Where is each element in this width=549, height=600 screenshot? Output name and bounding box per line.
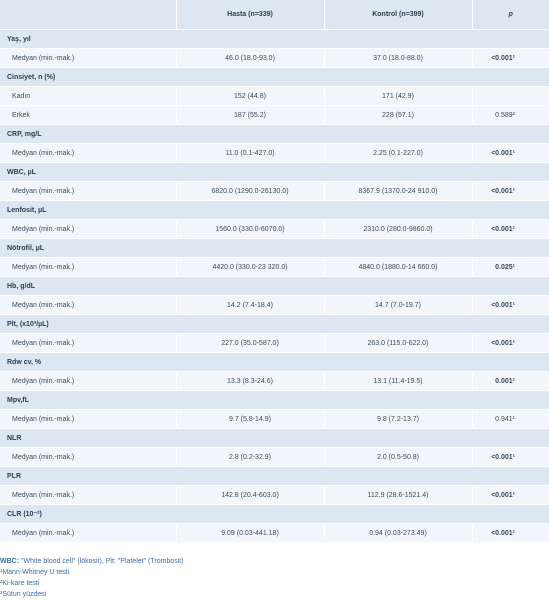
section-row [0,391,549,410]
header-p-value: p [472,0,549,30]
row-label: Medyan (min.-mak.) [0,372,176,391]
cell-p-value: <0.001¹ [472,182,549,201]
row-label: Medyan (min.-mak.) [0,448,176,467]
cell-p-value: <0.001¹ [472,144,549,163]
cell-kontrol: 2.0 (0.5-50.8) [324,448,472,467]
table-row [0,182,549,201]
row-label: Medyan (min.-mak.) [0,334,176,353]
table-row [0,334,549,353]
section-label: PLR [0,467,549,486]
section-row [0,429,549,448]
section-row [0,68,549,87]
note-wbc-text: "White blood cell" (lökosit), Plt: "Platelet" (Trombosit) [19,558,184,565]
table-header-row [0,0,549,30]
section-label: WBC, µL [0,163,549,182]
cell-p-value: 0.589² [472,106,549,125]
row-label: Medyan (min.-mak.) [0,296,176,315]
section-row [0,353,549,372]
note-mann-whitney: ¹Mann-Whitney U testi [0,569,70,576]
table-row [0,372,549,391]
cell-kontrol: 0.94 (0.03-273.49) [324,524,472,543]
section-label: Yaş, yıl [0,30,549,49]
table-row [0,87,549,106]
table-notes [0,556,549,600]
row-label: Erkek [0,106,176,125]
note-abbreviations [0,556,549,567]
section-row [0,201,549,220]
cell-hasta: 2.8 (0.2-32.9) [176,448,324,467]
cell-kontrol: 228 (57.1) [324,106,472,125]
cell-p-value: <0.001¹ [472,296,549,315]
cell-p-value [472,87,549,106]
cell-hasta: 142.8 (20.4-603.0) [176,486,324,505]
cell-p-value: <0.001¹ [472,524,549,543]
cell-hasta: 4420.0 (330.0-23 320.0) [176,258,324,277]
section-label: Nötrofil, µL [0,239,549,258]
cell-p-value: 0.025¹ [472,258,549,277]
table-row [0,258,549,277]
table-row [0,448,549,467]
cell-p-value: 0.941¹ [472,410,549,429]
cell-p-value: <0.001¹ [472,486,549,505]
table-body [0,30,549,543]
row-label: Medyan (min.-mak.) [0,486,176,505]
cell-kontrol: 8367.9 (1370.0-24 910.0) [324,182,472,201]
header-hasta: Hasta (n=339) [176,0,324,30]
cell-hasta: 13.3 (8.3-24.6) [176,372,324,391]
section-label: Hb, g/dL [0,277,549,296]
cell-kontrol: 14.7 (7.0-19.7) [324,296,472,315]
header-variable [0,0,176,30]
table-row [0,524,549,543]
table-row [0,486,549,505]
cell-hasta: 6820.0 (1290.0-26130.0) [176,182,324,201]
cell-kontrol: 4840.0 (1880.0-14 660.0) [324,258,472,277]
cell-p-value: 0.001¹ [472,372,549,391]
row-label: Medyan (min.-mak.) [0,258,176,277]
section-row [0,315,549,334]
cell-kontrol: 13.1 (11.4-19.5) [324,372,472,391]
cell-kontrol: 2310.0 (280.0-9860.0) [324,220,472,239]
cell-kontrol: 263.0 (115.0-622.0) [324,334,472,353]
cell-hasta: 14.2 (7.4-18.4) [176,296,324,315]
section-row [0,163,549,182]
row-label: Medyan (min.-mak.) [0,524,176,543]
cell-kontrol: 171 (42.9) [324,87,472,106]
row-label: Medyan (min.-mak.) [0,144,176,163]
cell-kontrol: 9.8 (7.2-13.7) [324,410,472,429]
section-row [0,467,549,486]
cell-hasta: 152 (44.8) [176,87,324,106]
cell-p-value: <0.001¹ [472,334,549,353]
cell-hasta: 1560.0 (330.0-6070.0) [176,220,324,239]
section-row [0,30,549,49]
header-kontrol: Kontrol (n=399) [324,0,472,30]
table-row [0,220,549,239]
section-label: Cinsiyet, n (%) [0,68,549,87]
section-label: Mpv,fL [0,391,549,410]
table-row [0,144,549,163]
note-wbc-label: WBC: [0,558,20,565]
cell-hasta: 46.0 (18.0-93.0) [176,49,324,68]
section-label: NLR [0,429,549,448]
cell-hasta: 9.7 (5.8-14.9) [176,410,324,429]
cell-hasta: 9.09 (0.03-441.18) [176,524,324,543]
cell-hasta: 11.0 (0.1-427.0) [176,144,324,163]
row-label: Kadın [0,87,176,106]
note-chi-square: ²Ki-kare testi [0,580,40,587]
section-row [0,505,549,524]
cell-kontrol: 2.25 (0.1-227.0) [324,144,472,163]
table-row [0,106,549,125]
section-label: Plt, (x10³/µL) [0,315,549,334]
table-row [0,410,549,429]
row-label: Medyan (min.-mak.) [0,49,176,68]
table-row [0,296,549,315]
cell-hasta: 227.0 (35.0-587.0) [176,334,324,353]
note-column-percent: ³Sütun yüzdesi [0,591,47,598]
cell-p-value: <0.001¹ [472,448,549,467]
cell-kontrol: 37.0 (18.0-88.0) [324,49,472,68]
row-label: Medyan (min.-mak.) [0,410,176,429]
cell-p-value: <0.001¹ [472,49,549,68]
cell-kontrol: 112.9 (28.6-1521.4) [324,486,472,505]
table-row [0,49,549,68]
section-row [0,239,549,258]
row-label: Medyan (min.-mak.) [0,182,176,201]
row-label: Medyan (min.-mak.) [0,220,176,239]
section-label: Lenfosit, µL [0,201,549,220]
section-row [0,125,549,144]
cell-hasta: 187 (55.2) [176,106,324,125]
section-row [0,277,549,296]
section-label: CLR (10⁻²) [0,505,549,524]
cell-p-value: <0.001¹ [472,220,549,239]
section-label: CRP, mg/L [0,125,549,144]
section-label: Rdw cv, % [0,353,549,372]
